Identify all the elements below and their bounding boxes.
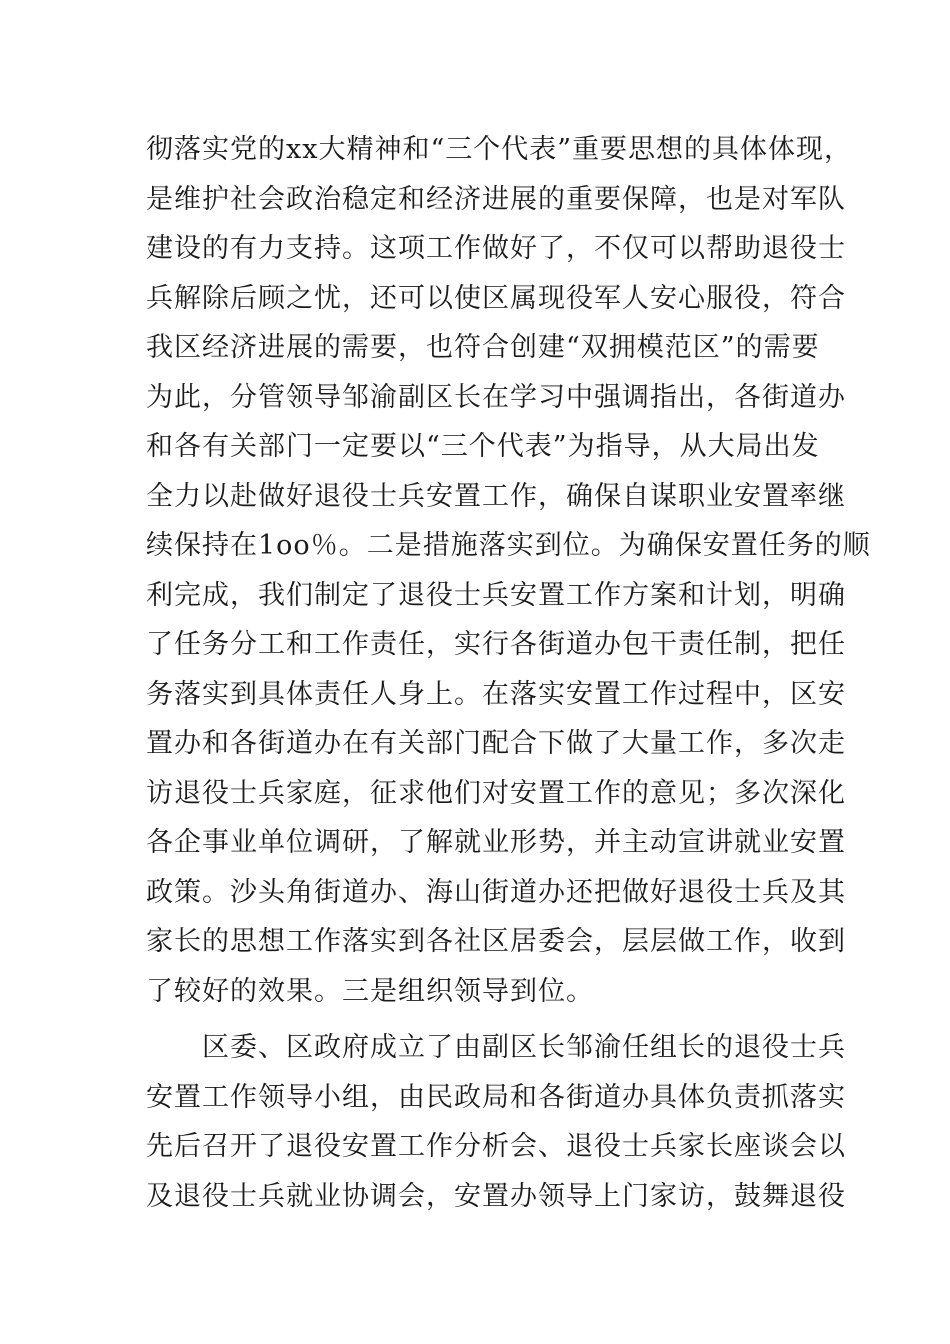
text-line: 是维护社会政治稳定和经济进展的重要保障，也是对军队 [146,183,846,215]
text-line: 全力以赴做好退役士兵安置工作，确保自谋职业安置率继 [146,480,846,512]
text-line: 安置工作领导小组，由民政局和各街道办具体负责抓落实 [146,1081,846,1113]
text-line: 务落实到具体责任人身上。在落实安置工作过程中，区安 [146,678,846,710]
text-line: 置办和各街道办在有关部门配合下做了大量工作，多次走 [146,728,846,759]
paragraph-2 [146,1023,846,1221]
text-line: 续保持在1oo％。二是措施落实到位。为确保安置任务的顺 [146,530,871,561]
text-line: 建设的有力支持。这项工作做好了，不仅可以帮助退役士 [146,233,846,264]
text-line: 为此，分管领导邹渝副区长在学习中强调指出，各街道办 [146,381,846,413]
text-line: 及退役士兵就业协调会，安置办领导上门家访，鼓舞退役 [146,1180,846,1212]
paragraph-1 [146,125,871,1016]
text-line: 家长的思想工作落实到各社区居委会，层层做工作，收到 [146,926,846,957]
text-line: 和各有关部门一定要以“三个代表”为指导，从大局出发 [146,431,820,462]
text-line: 各企事业单位调研，了解就业形势，并主动宣讲就业安置 [146,827,846,858]
text-line: 我区经济进展的需要，也符合创建“双拥模范区”的需要 [146,332,820,363]
text-line: 先后召开了退役安置工作分析会、退役士兵家长座谈会以 [146,1131,846,1162]
text-line: 访退役士兵家庭，征求他们对安置工作的意见；多次深化 [146,777,846,809]
text-line: 了较好的效果。三是组织领导到位。 [146,975,594,1007]
text-line: 了任务分工和工作责任，实行各街道办包干责任制，把任 [146,629,846,660]
text-line: 彻落实党的xx大精神和“三个代表”重要思想的具体体现， [146,134,853,165]
text-line: 政策。沙头角街道办、海山街道办还把做好退役士兵及其 [146,876,846,908]
text-line: 利完成，我们制定了退役士兵安置工作方案和计划，明确 [146,579,846,611]
text-line: 兵解除后顾之忧，还可以使区属现役军人安心服役，符合 [146,282,846,314]
text-line: 区委、区政府成立了由副区长邹渝任组长的退役士兵 [202,1032,846,1063]
